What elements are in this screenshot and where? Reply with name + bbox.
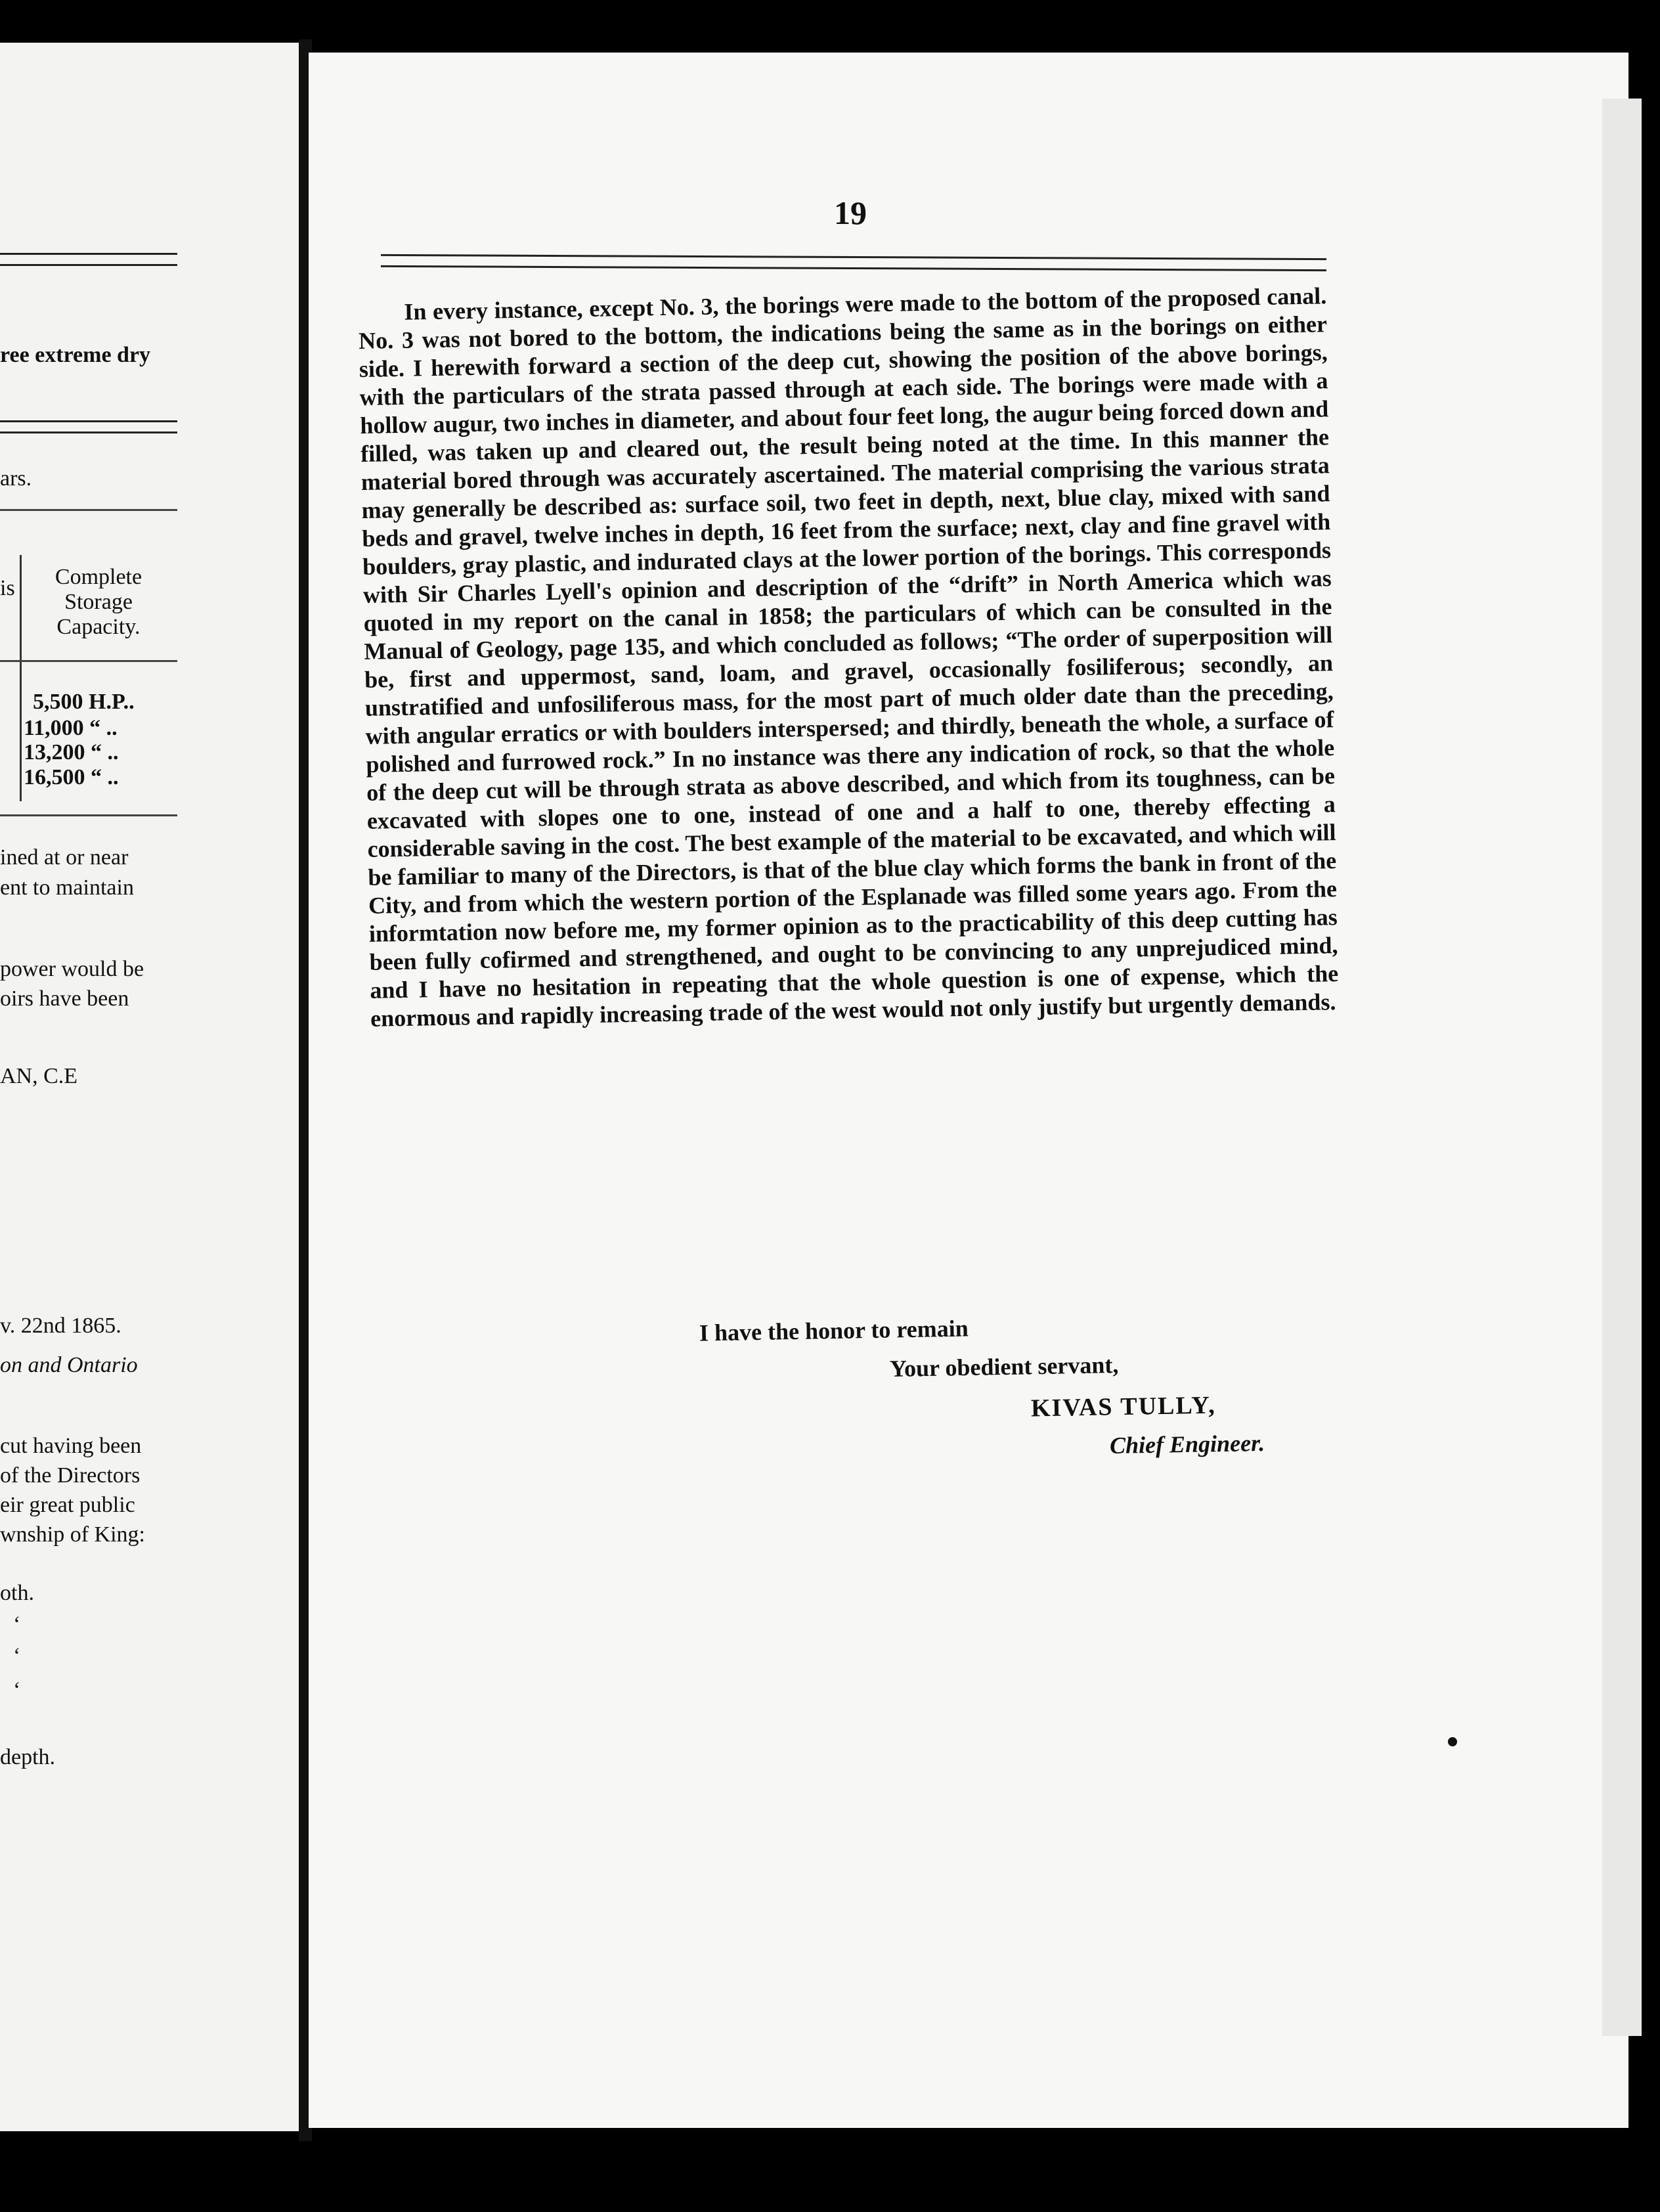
table-header-line: Storage	[64, 590, 133, 614]
left-table-col-fragment: is	[0, 576, 15, 600]
table-row: 11,000 “ ..	[24, 716, 118, 740]
closing-line: Your obedient servant,	[889, 1351, 1119, 1382]
left-line: AN, C.E	[0, 1064, 78, 1088]
page-number: 19	[834, 194, 867, 231]
left-section-rule	[0, 420, 177, 433]
left-line: on and Ontario	[0, 1353, 138, 1377]
left-table-top-rule	[0, 509, 177, 511]
body-paragraph: In every instance, except No. 3, the borings were made to the bottom of the proposed canal. No. 3 was not bored to the bottom, the indications being the same as in the borings on either side. I herewith forward a section of the deep cut, showing the position of the above borings, with the particulars of the strata passed through at each side. The borings were made with a hollow augur, two inches in diameter, and about four feet long, the augur being forced down and filled, was taken up and cleared out, the result being noted at the time. In this manner the material bored through was accurately ascertained. The material comprising the various strata may generally be described as: surface soil, two feet in depth, next, blue clay, mixed with sand beds and gravel, twelve inches in depth, 16 feet from the surface; next, clay and fine gravel with boulders, gray plastic, and indurated clays at the lower portion of the borings. This corresponds with Sir Charles Lyell's opinion and description of the “drift” in North America which was quoted in my report on the canal in 1858; the particulars of which can be consulted in the Manual of Geology, page 135, and which concluded as follows; “The order of superposition will be, first and uppermost, sand, loam, and gravel, occasionally fosiliferous; secondly, an unstratified and unfosiliferous mass, for the most part of much older date than the preceding, with angular erratics or with boulders interspersed; and thirdly, beneath the whole, a surface of polished and furrowed rock.” In no instance was there any indication of rock, so that the whole of the deep cut will be through strata as above described, and which from its toughness, can be excavated with slopes one to one, instead of one and a half to one, thereby effecting a considerable saving in the cost. The best example of the material to be excavated, and which will be familiar to many of the Directors, is that of the blue clay which forms the bank in front of the City, and from which the western portion of the Esplanade was filled some years ago. From the informtation now before me, my former opinion as to the practicability of this deep cutting has been fully cofirmed and strengthened, and ought to be convincing to any unprejudiced mind, and I have no hesitation in repeating that the whole question is one of expense, which the enormous and rapidly increasing trade of the west would not only justify but urgently demands.	[358, 282, 1339, 1032]
left-line: depth.	[0, 1745, 56, 1769]
left-line: ent to maintain	[0, 875, 134, 900]
left-header-rule	[0, 253, 177, 266]
left-line: oirs have been	[0, 986, 129, 1011]
left-table-divider	[20, 555, 22, 801]
left-line: ree extreme dry	[0, 343, 151, 367]
left-line: power would be	[0, 957, 144, 981]
table-header-capacity	[26, 565, 171, 640]
closing-line: I have the honor to remain	[699, 1315, 969, 1346]
left-line: ‘	[13, 1612, 21, 1637]
letter-body	[358, 282, 1339, 1033]
left-page-fragment	[0, 43, 299, 2131]
signature-title: Chief Engineer.	[1109, 1429, 1265, 1459]
signature-name: KIVAS TULLY,	[1030, 1391, 1217, 1423]
left-line: ‘	[13, 1644, 21, 1668]
left-line: wnship of King:	[0, 1522, 145, 1547]
left-line: oth.	[0, 1581, 34, 1605]
table-header-line: Complete	[55, 565, 142, 589]
left-table-header-rule	[0, 660, 177, 662]
left-line: eir great public	[0, 1493, 135, 1517]
left-line: v. 22nd 1865.	[0, 1314, 121, 1338]
table-header-line: Capacity.	[56, 615, 141, 639]
table-row: 5,500 H.P..	[33, 690, 135, 714]
left-line: ‘	[13, 1678, 21, 1702]
table-row: 16,500 “ ..	[24, 765, 119, 789]
table-row: 13,200 “ ..	[24, 740, 119, 764]
ink-spot	[1448, 1737, 1457, 1746]
left-line: cut having been	[0, 1434, 142, 1458]
left-line: ars.	[0, 466, 32, 491]
left-line: of the Directors	[0, 1463, 141, 1488]
page-edge	[1602, 99, 1642, 2036]
left-line: ined at or near	[0, 845, 129, 870]
left-table-bottom-rule	[0, 814, 177, 816]
